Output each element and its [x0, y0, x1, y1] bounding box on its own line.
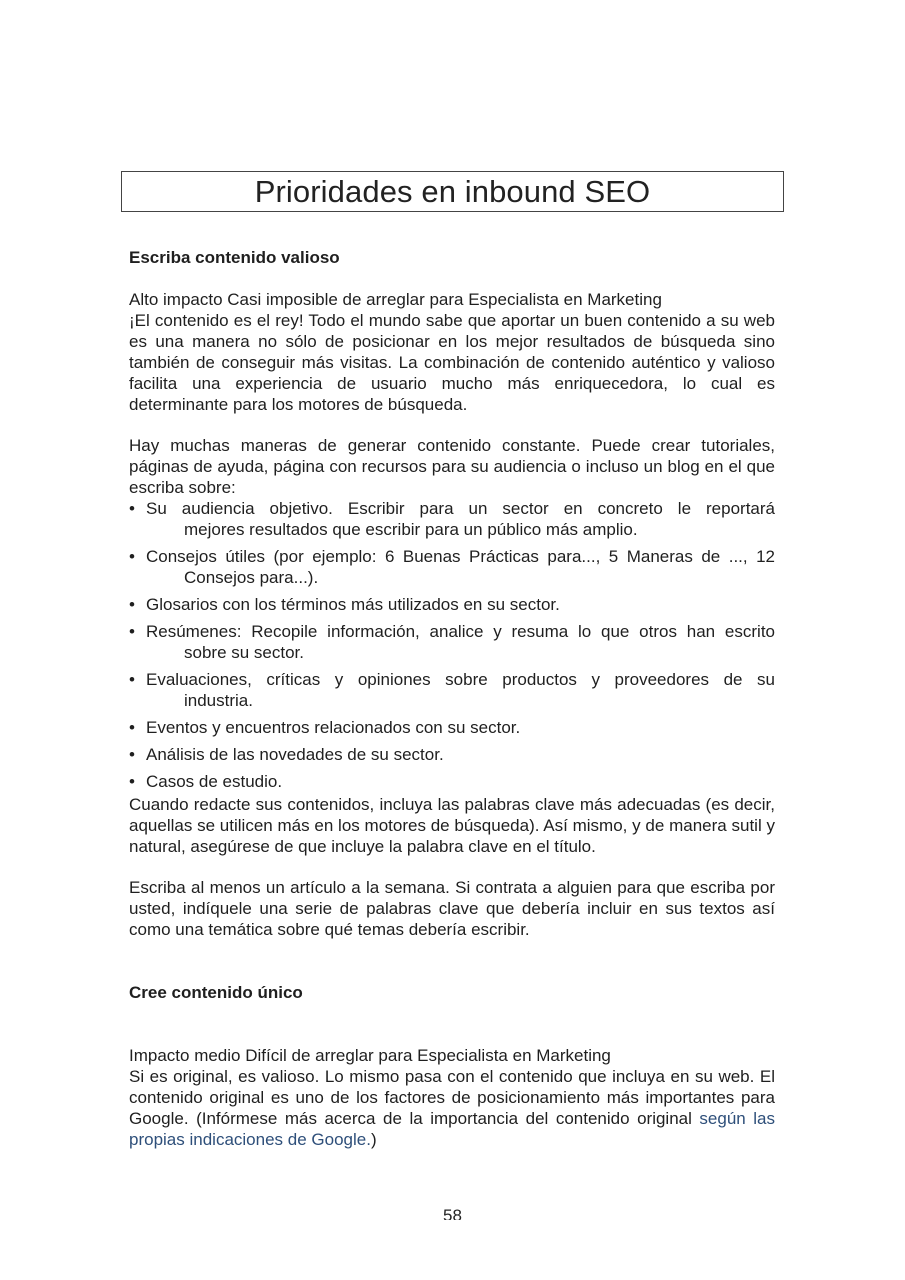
bullet-list	[129, 498, 775, 792]
impact-line	[129, 1045, 775, 1066]
bullet-text: Evaluaciones, críticas y opiniones sobre productos y proveedores de su	[146, 670, 775, 689]
bullet-dot: •	[129, 622, 135, 641]
paragraph: Cuando redacte sus contenidos, incluya las palabras clave más adecuadas (es decir, aquellas se utilicen más en los motores de búsqueda). Así mismo, y de manera sutil y natural, asegúrese de que incluye la palabra clave en el título.	[129, 795, 775, 856]
bullet-item	[129, 594, 775, 615]
paragraph	[129, 1066, 775, 1150]
paragraph: Escriba al menos un artículo a la semana. Si contrata a alguien para que escriba por usted, indíquele una serie de palabras clave que debería incluir en sus textos así como una temática sobre qué temas debería escribir.	[129, 878, 775, 939]
bullet-text: Resúmenes: Recopile información, analice y resuma lo que otros han escrito	[146, 622, 775, 641]
bullet-item	[129, 621, 775, 663]
bullet-dot: •	[129, 547, 135, 566]
page-number: 58	[443, 1206, 462, 1220]
bullet-dot: •	[129, 670, 135, 689]
bullet-text: Análisis de las novedades de su sector.	[146, 745, 444, 764]
bullet-dot: •	[129, 718, 135, 737]
paragraph-end: )	[370, 1130, 377, 1149]
section-heading-unique-content: Cree contenido único	[129, 983, 303, 1002]
bullet-dot: •	[129, 772, 135, 791]
section-heading-valuable-content: Escriba contenido valioso	[129, 248, 340, 267]
bullet-text-continuation: mejores resultados que escribir para un público más amplio.	[184, 520, 638, 539]
bullet-dot: •	[129, 745, 135, 764]
bullet-item	[129, 546, 775, 588]
bullet-text: Consejos útiles (por ejemplo: 6 Buenas Prácticas para..., 5 Maneras de ..., 12	[146, 547, 775, 566]
bullet-item	[129, 717, 775, 738]
paragraph: Hay muchas maneras de generar contenido constante. Puede crear tutoriales, páginas de ayuda, página con recursos para su audiencia o incluso un blog en el que escriba sobre:	[129, 436, 775, 497]
bullet-dot: •	[129, 499, 135, 518]
bullet-text-continuation: Consejos para...).	[184, 568, 319, 587]
paragraph: ¡El contenido es el rey! Todo el mundo sabe que aportar un buen contenido a su web es una manera no sólo de posicionar en los mejor resultados de búsqueda sino también de conseguir más visitas. La combinación de contenido auténtico y valioso facilita una experiencia de usuario mucho más enriquecedora, lo cual es determinante para los motores de búsqueda.	[129, 311, 775, 414]
page-content	[129, 247, 775, 1150]
bullet-text-continuation: sobre su sector.	[184, 643, 305, 662]
impact-text: Alto impacto Casi imposible de arreglar para Especialista en Marketing	[129, 290, 662, 309]
bullet-dot: •	[129, 595, 135, 614]
bullet-text: Casos de estudio.	[146, 772, 283, 791]
bullet-text-continuation: industria.	[184, 691, 253, 710]
bullet-item	[129, 498, 775, 540]
bullet-item	[129, 669, 775, 711]
bullet-item	[129, 744, 775, 765]
google-guidelines-link[interactable]: según las propias indicaciones de Google.	[129, 1109, 775, 1149]
bullet-text: Eventos y encuentros relacionados con su sector.	[146, 718, 521, 737]
bullet-item	[129, 771, 775, 792]
impact-text: Impacto medio Difícil de arreglar para Especialista en Marketing	[129, 1046, 611, 1065]
impact-line	[129, 289, 775, 310]
bullet-text: Su audiencia objetivo. Escribir para un sector en concreto le reportará	[146, 499, 775, 518]
paragraph-text: Si es original, es valioso. Lo mismo pasa con el contenido que incluya en su web. El contenido original es uno de los factores de posicionamiento más importantes para Google. (Infórmese más acerca de la importancia del contenido original	[129, 1067, 775, 1128]
bullet-text: Glosarios con los términos más utilizados en su sector.	[146, 595, 560, 614]
page-title: Prioridades en inbound SEO	[121, 171, 784, 212]
